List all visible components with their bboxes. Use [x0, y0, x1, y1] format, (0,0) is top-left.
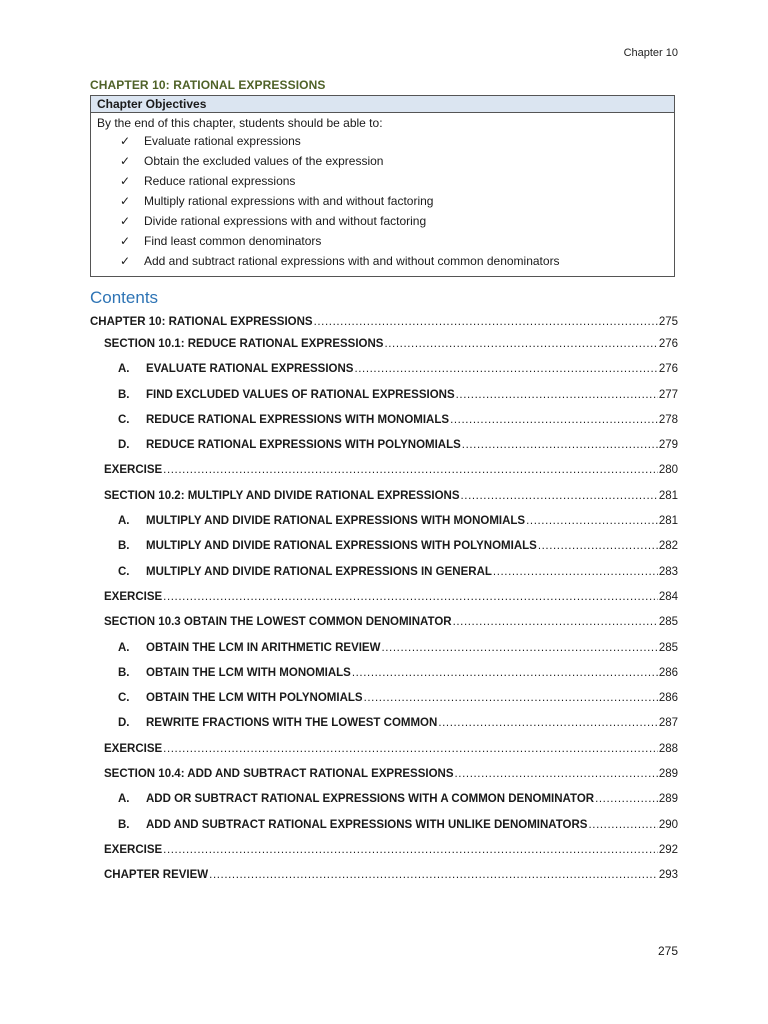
- toc-entry-text: EXERCISE: [104, 742, 163, 755]
- objective-text: Obtain the excluded values of the expression: [144, 154, 384, 168]
- toc-entry-letter: A.: [118, 515, 130, 528]
- running-head: Chapter 10: [623, 47, 678, 59]
- toc-entry-text: SECTION 10.3 OBTAIN THE LOWEST COMMON DENOMINATOR: [104, 616, 452, 629]
- objective-item: [97, 191, 668, 211]
- toc-page-number: 278: [658, 413, 678, 426]
- toc-entry-text: MULTIPLY AND DIVIDE RATIONAL EXPRESSIONS IN GENERAL: [146, 565, 492, 578]
- toc-entry[interactable]: [90, 790, 678, 815]
- toc-entry-letter: B.: [118, 540, 130, 553]
- toc-dot-leader: [493, 563, 658, 581]
- toc-entry[interactable]: [90, 563, 678, 588]
- toc-dot-leader: [209, 866, 658, 884]
- toc-entry-letter: A.: [118, 793, 130, 806]
- toc-entry-text: CHAPTER REVIEW: [104, 869, 209, 882]
- toc-entry-text: ADD OR SUBTRACT RATIONAL EXPRESSIONS WITH A COMMON DENOMINATOR: [146, 793, 595, 806]
- toc-entry-letter: B.: [118, 388, 130, 401]
- toc-page-number: 276: [658, 338, 678, 350]
- toc-dot-leader: [381, 639, 657, 657]
- toc-dot-leader: [163, 740, 658, 758]
- objective-item: [97, 131, 668, 151]
- toc-entry-text: EVALUATE RATIONAL EXPRESSIONS: [146, 363, 354, 376]
- toc-dot-leader: [453, 613, 658, 631]
- toc-page-number: 290: [658, 818, 678, 831]
- toc-entry-letter: D.: [118, 717, 130, 730]
- toc-page-number: 281: [658, 489, 678, 502]
- toc-entry[interactable]: [90, 765, 678, 790]
- toc-page-number: 286: [658, 666, 678, 679]
- toc-entry-letter: C.: [118, 413, 130, 426]
- toc-entry-label: [104, 613, 452, 631]
- toc-page-number: 288: [658, 742, 678, 755]
- toc-entry[interactable]: [90, 816, 678, 841]
- toc-entry[interactable]: [90, 866, 678, 891]
- toc-entry[interactable]: [90, 461, 678, 486]
- toc-entry-text: MULTIPLY AND DIVIDE RATIONAL EXPRESSIONS WITH POLYNOMIALS: [146, 540, 537, 553]
- toc-entry-label: [104, 740, 162, 758]
- toc-dot-leader: [352, 664, 658, 682]
- toc-entry-text: SECTION 10.4: ADD AND SUBTRACT RATIONAL EXPRESSIONS: [104, 768, 454, 781]
- toc-dot-leader: [595, 790, 658, 808]
- toc-page-number: 285: [658, 616, 678, 629]
- toc-page-number: 281: [658, 515, 678, 528]
- checkmark-icon: ✓: [120, 214, 131, 228]
- toc-entry[interactable]: [90, 512, 678, 537]
- objective-text: Find least common denominators: [144, 234, 322, 248]
- toc-entry[interactable]: [90, 487, 678, 512]
- toc-entry-letter: B.: [118, 818, 130, 831]
- toc-entry[interactable]: [90, 714, 678, 739]
- toc-dot-leader: [364, 689, 658, 707]
- toc-entry[interactable]: [90, 537, 678, 562]
- toc-entry-text: OBTAIN THE LCM IN ARITHMETIC REVIEW: [146, 641, 381, 654]
- toc-entry-label: [118, 537, 537, 555]
- toc-entry-letter: C.: [118, 565, 130, 578]
- toc-entry-label: [90, 313, 313, 331]
- toc-entry-letter: A.: [118, 363, 130, 376]
- chapter-objectives-box: [90, 95, 675, 277]
- toc-entry[interactable]: [90, 740, 678, 765]
- toc-page-number: 286: [658, 692, 678, 705]
- toc-entry[interactable]: [90, 436, 678, 461]
- objective-item: [97, 251, 668, 271]
- objective-text: Multiply rational expressions with and without factoring: [144, 194, 434, 208]
- toc-entry[interactable]: [90, 689, 678, 714]
- toc-dot-leader: [163, 841, 658, 859]
- toc-entry[interactable]: [90, 639, 678, 664]
- toc-page-number: 283: [658, 565, 678, 578]
- toc-entry-text: ADD AND SUBTRACT RATIONAL EXPRESSIONS WITH UNLIKE DENOMINATORS: [146, 818, 588, 831]
- toc-entry[interactable]: [90, 664, 678, 689]
- toc-entry-letter: C.: [118, 692, 130, 705]
- objective-text: Divide rational expressions with and without factoring: [144, 214, 427, 228]
- objective-item: [97, 211, 668, 231]
- toc-dot-leader: [538, 537, 658, 555]
- toc-entry-label: [118, 714, 437, 732]
- toc-page-number: 282: [658, 540, 678, 553]
- checkmark-icon: ✓: [120, 254, 131, 268]
- toc-entry-label: [118, 664, 351, 682]
- toc-entry-label: [104, 765, 454, 783]
- objective-text: Reduce rational expressions: [144, 174, 296, 188]
- toc-dot-leader: [438, 714, 658, 732]
- toc-dot-leader: [461, 487, 658, 505]
- chapter-title: CHAPTER 10: RATIONAL EXPRESSIONS: [90, 78, 326, 92]
- toc-entry-label: [118, 411, 449, 429]
- toc-page-number: 276: [658, 363, 678, 376]
- toc-entry-label: [118, 563, 492, 581]
- objective-text: Evaluate rational expressions: [144, 134, 301, 148]
- toc-entry-text: REDUCE RATIONAL EXPRESSIONS WITH POLYNOMIALS: [146, 439, 461, 452]
- toc-entry-label: [118, 512, 525, 530]
- toc-entry-text: SECTION 10.1: REDUCE RATIONAL EXPRESSIONS: [104, 338, 384, 350]
- toc-entry-label: [104, 487, 460, 505]
- toc-dot-leader: [588, 816, 657, 834]
- checkmark-icon: ✓: [120, 194, 131, 208]
- toc-entry[interactable]: [90, 613, 678, 638]
- checkmark-icon: ✓: [120, 234, 131, 248]
- toc-page-number: 289: [658, 768, 678, 781]
- toc-entry-text: EXERCISE: [104, 843, 163, 856]
- toc-entry[interactable]: [90, 360, 678, 385]
- contents-title: Contents: [90, 288, 159, 307]
- toc-entry-text: REWRITE FRACTIONS WITH THE LOWEST COMMON: [146, 717, 438, 730]
- toc-dot-leader: [163, 588, 658, 606]
- toc-entry-label: [104, 335, 383, 353]
- toc-entry-label: [118, 360, 353, 378]
- toc-dot-leader: [354, 360, 657, 378]
- toc-page-number: 277: [658, 388, 678, 401]
- toc-entry-label: [104, 866, 208, 884]
- toc-entry[interactable]: [90, 313, 678, 335]
- checkmark-icon: ✓: [120, 134, 131, 148]
- toc-entry[interactable]: [90, 411, 678, 436]
- toc-entry-text: REDUCE RATIONAL EXPRESSIONS WITH MONOMIALS: [146, 413, 450, 426]
- objectives-list: [97, 131, 668, 271]
- toc-entry[interactable]: [90, 841, 678, 866]
- toc-entry-label: [118, 639, 380, 657]
- objective-item: [97, 151, 668, 171]
- toc-dot-leader: [455, 765, 658, 783]
- toc-entry-label: [104, 461, 162, 479]
- toc-entry-letter: A.: [118, 641, 130, 654]
- toc-entry-letter: B.: [118, 666, 130, 679]
- toc-entry-text: EXERCISE: [104, 464, 163, 477]
- toc-entry-text: SECTION 10.2: MULTIPLY AND DIVIDE RATIONAL EXPRESSIONS: [104, 489, 460, 502]
- toc-entry-label: [118, 689, 363, 707]
- toc-entry-text: MULTIPLY AND DIVIDE RATIONAL EXPRESSIONS WITH MONOMIALS: [146, 515, 526, 528]
- toc-dot-leader: [163, 461, 658, 479]
- toc-dot-leader: [456, 386, 658, 404]
- toc-entry-text: OBTAIN THE LCM WITH MONOMIALS: [146, 666, 351, 679]
- toc-dot-leader: [384, 335, 657, 353]
- objective-item: [97, 231, 668, 251]
- toc-page-number: 293: [658, 869, 678, 882]
- toc-dot-leader: [314, 313, 658, 331]
- toc-entry-letter: D.: [118, 439, 130, 452]
- toc-dot-leader: [526, 512, 658, 530]
- toc-entry-label: [118, 436, 461, 454]
- objectives-heading: Chapter Objectives: [91, 96, 674, 113]
- toc-page-number: 285: [658, 641, 678, 654]
- page-number: 275: [657, 944, 678, 958]
- objective-item: [97, 171, 668, 191]
- toc-dot-leader: [450, 411, 658, 429]
- toc-entry-label: [104, 588, 162, 606]
- toc-page-number: 275: [658, 316, 678, 328]
- toc-entry[interactable]: [90, 386, 678, 411]
- toc-dot-leader: [462, 436, 658, 454]
- table-of-contents: [90, 313, 678, 892]
- objectives-body: [91, 113, 674, 276]
- toc-entry-text: OBTAIN THE LCM WITH POLYNOMIALS: [146, 692, 363, 705]
- toc-entry-label: [118, 386, 455, 404]
- checkmark-icon: ✓: [120, 174, 131, 188]
- toc-page-number: 279: [658, 439, 678, 452]
- toc-page-number: 287: [658, 717, 678, 730]
- toc-entry-text: CHAPTER 10: RATIONAL EXPRESSIONS: [90, 316, 313, 328]
- checkmark-icon: ✓: [120, 154, 131, 168]
- toc-entry-text: EXERCISE: [104, 590, 163, 603]
- toc-entry[interactable]: [90, 335, 678, 360]
- objective-text: Add and subtract rational expressions with and without common denominators: [144, 254, 560, 268]
- toc-page-number: 280: [658, 464, 678, 477]
- toc-entry[interactable]: [90, 588, 678, 613]
- toc-entry-label: [104, 841, 162, 859]
- toc-entry-label: [118, 790, 594, 808]
- toc-page-number: 289: [658, 793, 678, 806]
- toc-entry-text: FIND EXCLUDED VALUES OF RATIONAL EXPRESSIONS: [146, 388, 455, 401]
- toc-page-number: 284: [658, 590, 678, 603]
- objectives-intro: By the end of this chapter, students should be able to:: [97, 116, 383, 130]
- toc-entry-label: [118, 816, 587, 834]
- toc-page-number: 292: [658, 843, 678, 856]
